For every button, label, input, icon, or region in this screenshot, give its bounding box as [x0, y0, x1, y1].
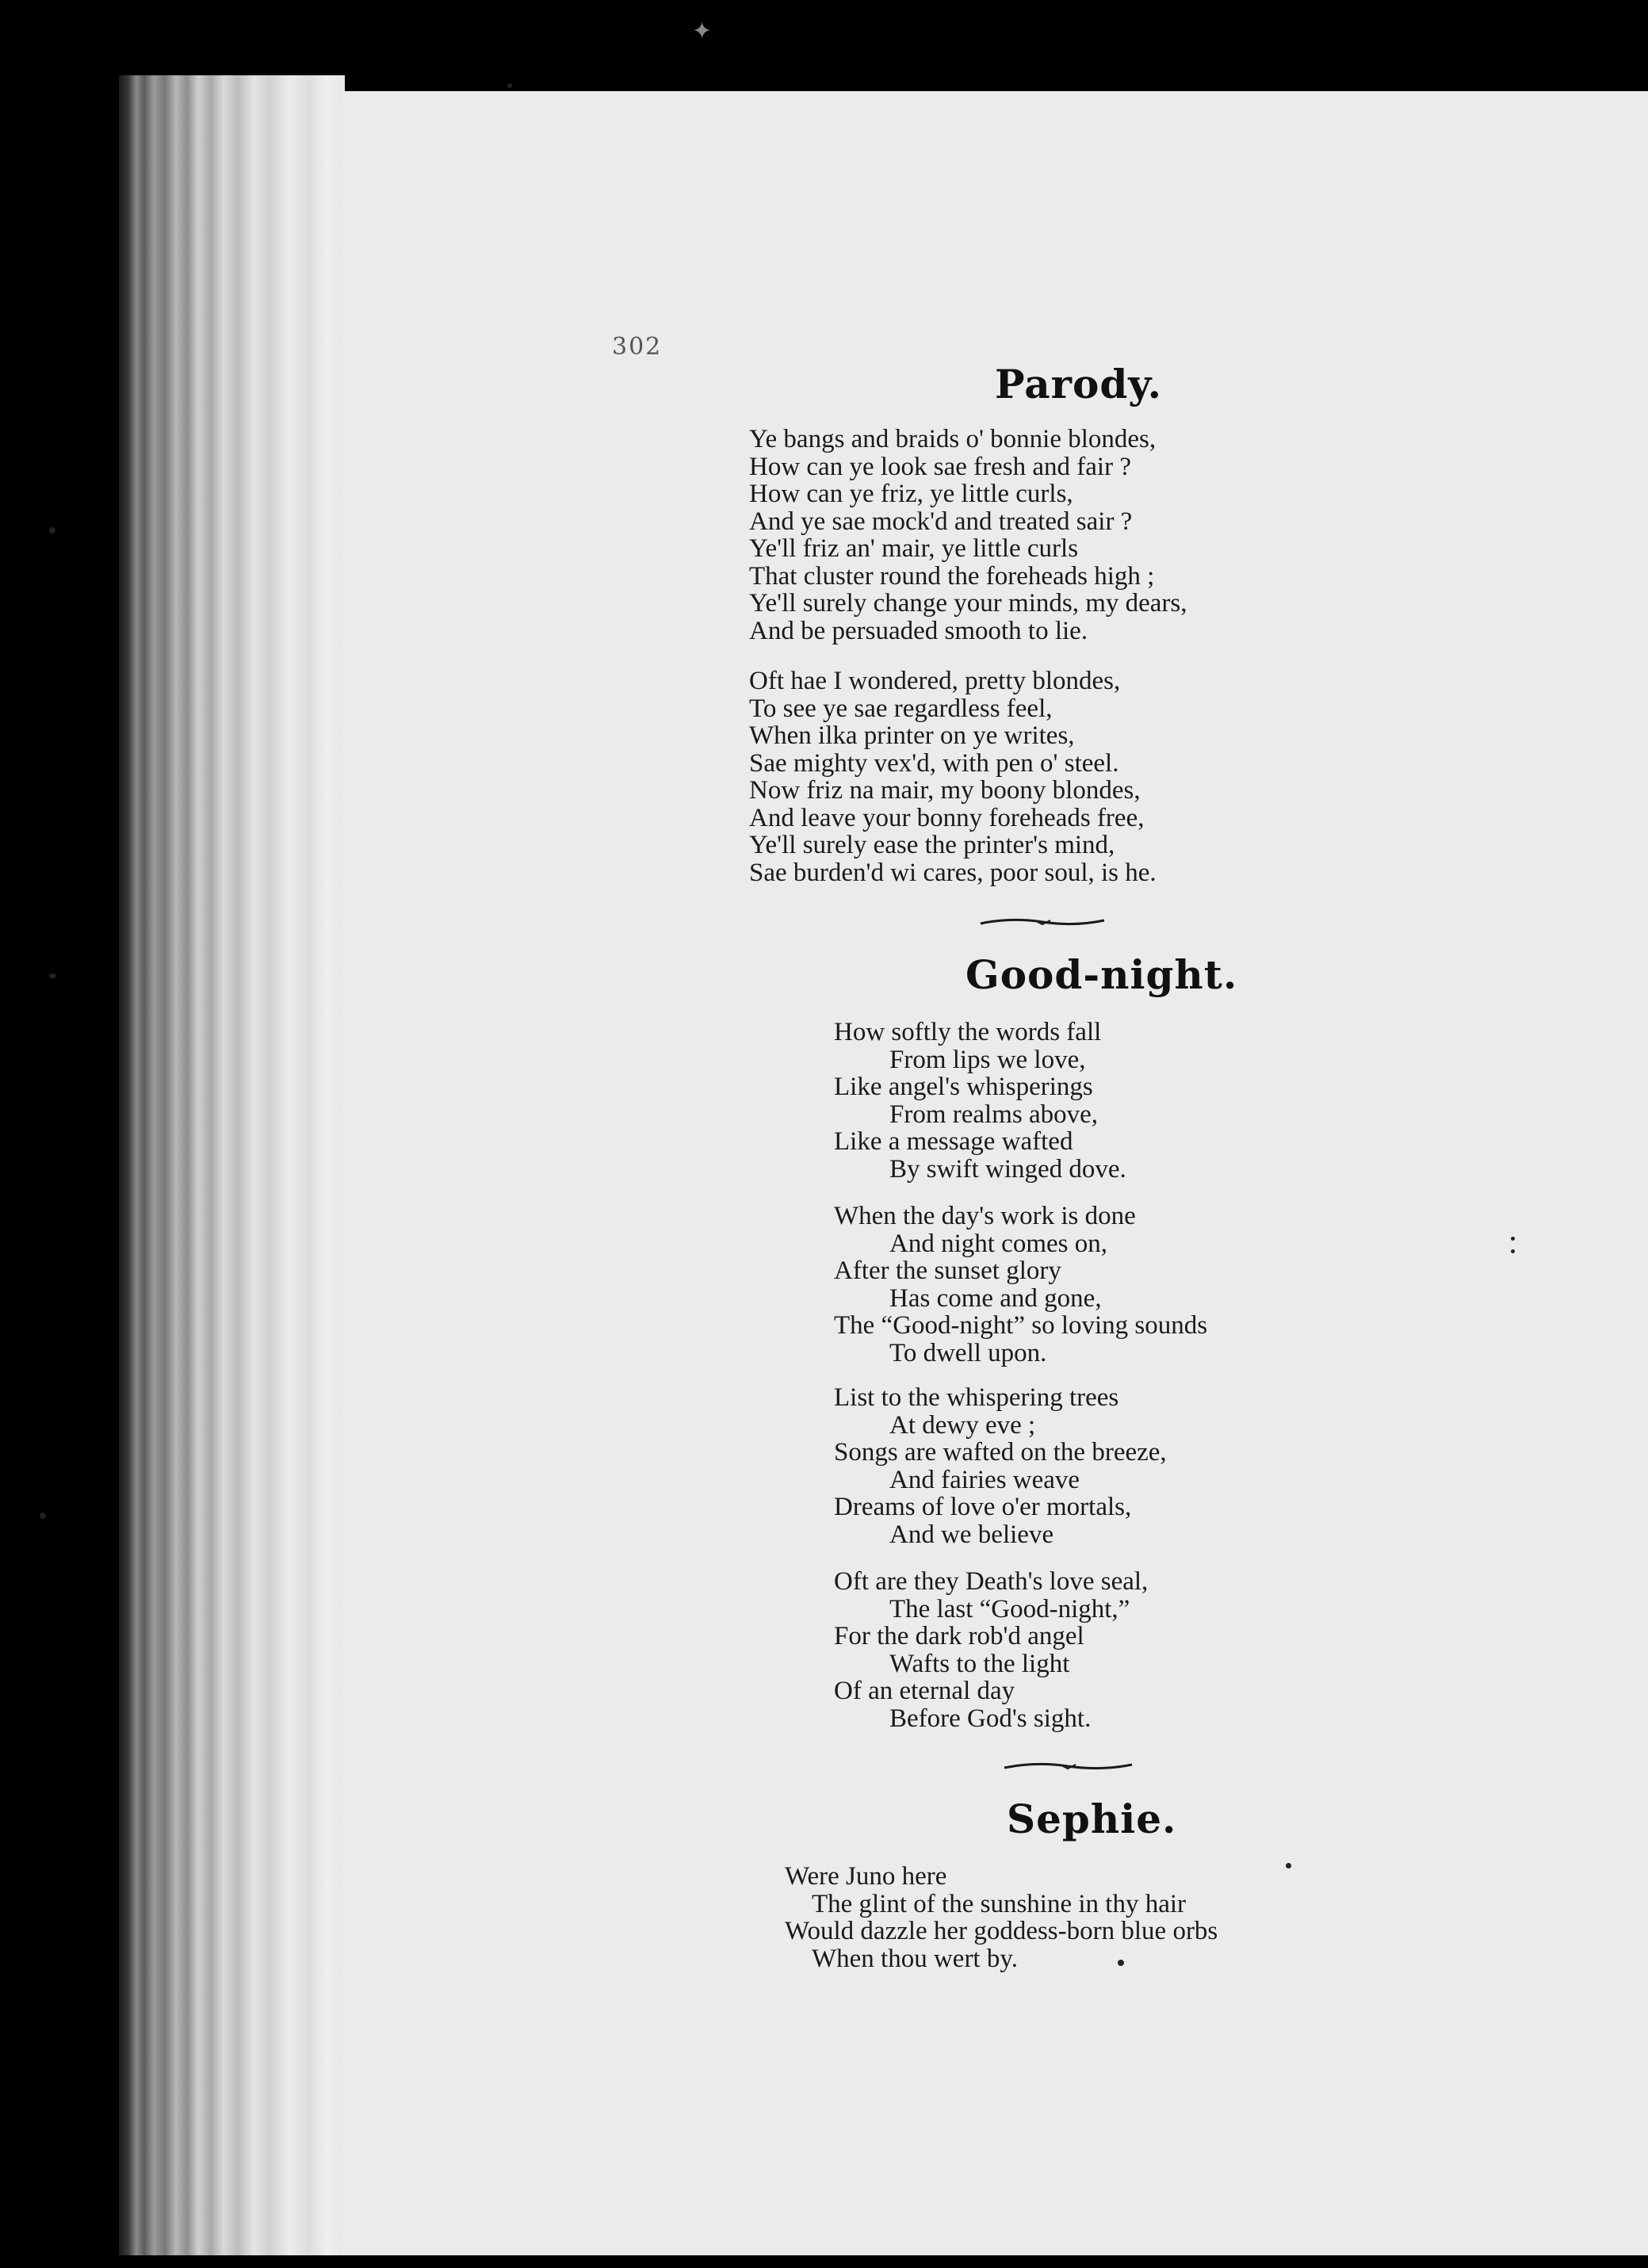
scan-speck — [1511, 1249, 1515, 1253]
poem-title-good-night: Good-night. — [965, 951, 1238, 998]
verse-line: Of an eternal day — [834, 1677, 1015, 1705]
verse-line: Sae mighty vex'd, with pen o' steel. — [749, 748, 1119, 778]
sephie-stanza-1 — [785, 1863, 1218, 1972]
scan-speck — [40, 1513, 46, 1519]
verse-line: Sae burden'd wi cares, poor soul, is he. — [749, 858, 1157, 887]
verse-line: And ye sae mock'd and treated sair ? — [749, 507, 1133, 536]
poem-title-parody: Parody. — [995, 361, 1163, 407]
verse-line: When ilka printer on ye writes, — [749, 721, 1075, 750]
good-night-stanza-1 — [834, 1019, 1126, 1183]
parody-stanza-2 — [749, 667, 1157, 886]
scan-speck — [49, 973, 56, 978]
verse-line: Before God's sight. — [889, 1704, 1092, 1733]
swash-divider-icon — [1003, 1761, 1134, 1771]
verse-line: At dewy eve ; — [889, 1410, 1036, 1440]
verse-line: Ye'll surely ease the printer's mind, — [749, 831, 1115, 859]
verse-line: Oft hae I wondered, pretty blondes, — [749, 667, 1121, 695]
verse-line: Ye'll friz an' mair, ye little curls — [749, 534, 1079, 563]
verse-line: Were Juno here — [785, 1862, 947, 1891]
verse-line: The “Good-night” so loving sounds — [834, 1311, 1208, 1340]
verse-line: Oft are they Death's love seal, — [834, 1567, 1149, 1596]
verse-line: From lips we love, — [889, 1045, 1086, 1074]
verse-line: Like angel's whisperings — [834, 1073, 1093, 1101]
verse-line: How can ye look sae fresh and fair ? — [749, 452, 1131, 481]
verse-line: Would dazzle her goddess-born blue orbs — [785, 1917, 1218, 1945]
verse-line: Dreams of love o'er mortals, — [834, 1493, 1132, 1521]
verse-line: List to the whispering trees — [834, 1383, 1119, 1412]
verse-line: Now friz na mair, my boony blondes, — [749, 776, 1141, 805]
verse-line: The glint of the sunshine in thy hair — [812, 1889, 1187, 1918]
verse-line: To see ye sae regardless feel, — [749, 694, 1053, 723]
verse-line: And be persuaded smooth to lie. — [749, 616, 1088, 645]
verse-line: How softly the words fall — [834, 1018, 1102, 1046]
verse-line: When the day's work is done — [834, 1202, 1136, 1230]
verse-line: And night comes on, — [889, 1229, 1107, 1258]
verse-line: How can ye friz, ye little curls, — [749, 480, 1073, 508]
verse-line: Like a message wafted — [834, 1127, 1073, 1156]
scan-speck — [1118, 1960, 1124, 1966]
verse-line: To dwell upon. — [889, 1338, 1047, 1367]
verse-line: For the dark rob'd angel — [834, 1622, 1084, 1650]
scan-speck — [507, 83, 512, 88]
scan-speck — [1286, 1863, 1291, 1868]
verse-line: Has come and gone, — [889, 1283, 1102, 1313]
verse-line: Songs are wafted on the breeze, — [834, 1438, 1167, 1467]
scan-speck — [49, 527, 55, 534]
verse-line: And leave your bonny foreheads free, — [749, 803, 1145, 832]
swash-divider-icon — [979, 917, 1106, 927]
verse-line: Ye'll surely change your minds, my dears, — [749, 589, 1187, 618]
page-edge — [119, 75, 345, 2255]
verse-line: Ye bangs and braids o' bonnie blondes, — [749, 425, 1157, 453]
good-night-stanza-2 — [834, 1203, 1207, 1367]
verse-line: And we believe — [889, 1520, 1054, 1549]
good-night-stanza-3 — [834, 1384, 1167, 1548]
verse-line: After the sunset glory — [834, 1256, 1061, 1285]
page-number: 302 — [612, 333, 663, 361]
scan-speck — [1511, 1237, 1515, 1241]
verse-line: From realms above, — [889, 1100, 1099, 1129]
verse-line: And fairies weave — [889, 1465, 1080, 1494]
verse-line: The last “Good-night,” — [889, 1594, 1130, 1624]
good-night-stanza-4 — [834, 1568, 1148, 1732]
poem-title-sephie: Sephie. — [1007, 1796, 1177, 1842]
verse-line: By swift winged dove. — [889, 1154, 1126, 1184]
parody-stanza-1 — [749, 426, 1187, 644]
verse-line: Wafts to the light — [889, 1649, 1070, 1678]
verse-line: When thou wert by. — [812, 1944, 1018, 1973]
scan-speck-icon: ✦ — [692, 17, 713, 45]
verse-line: That cluster round the foreheads high ; — [749, 561, 1155, 591]
